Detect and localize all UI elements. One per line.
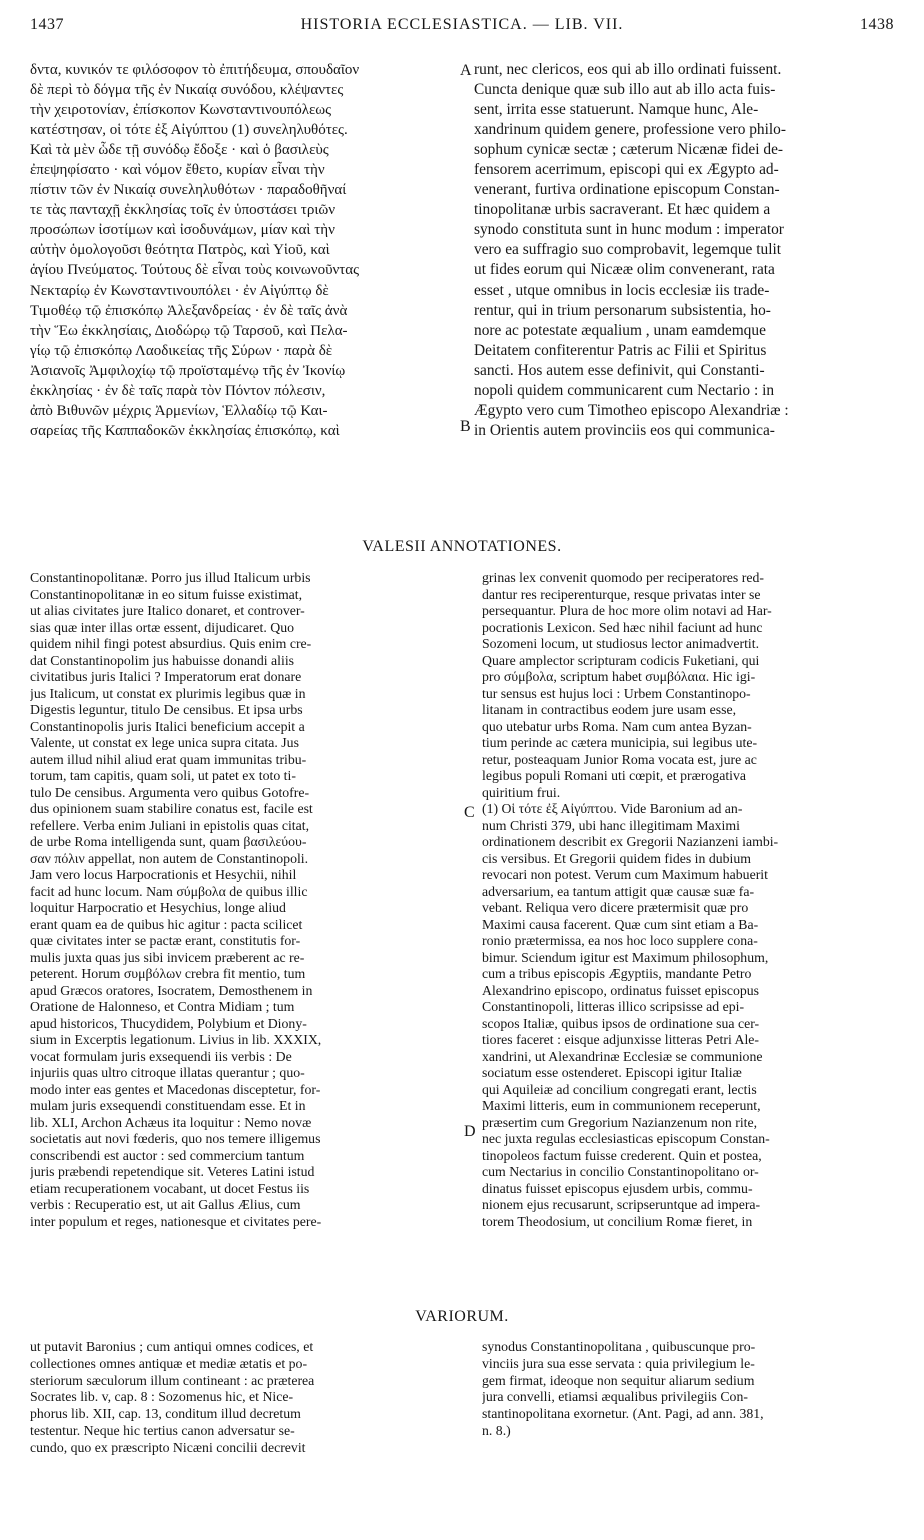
- text-line: civitatibus juris Italici ? Imperatorum erat donare: [30, 669, 302, 684]
- text-line: injuriis quas ultro citroque illatas querantur ; quo-: [30, 1065, 305, 1080]
- text-line: nionem ejus recusarunt, scripseruntque ad impera-: [482, 1197, 761, 1212]
- text-line: vero ea suffragio suo comprobavit, legemque tulit: [474, 241, 782, 259]
- margin-mark-a: A: [460, 62, 472, 79]
- text-line: quiritium frui.: [482, 784, 561, 800]
- text-line: ἐκκλησίας · ἐν δὲ ταῖς παρὰ τὸν Πόντον πόλεσιν,: [30, 382, 326, 399]
- text-line: præsertim cum Gregorium Nazianzenum non rite,: [482, 1114, 758, 1130]
- text-line: tinopoleos factum fuisse crederent. Quin et postea,: [482, 1147, 762, 1163]
- text-line: lib. XLI, Archon Achæus ita loquitur : Nemo novæ: [30, 1114, 312, 1130]
- running-title: HISTORIA ECCLESIASTICA. — LIB. VII.: [300, 16, 624, 33]
- text-line: cis versibus. Et Gregorii quidem fides in dubium: [482, 850, 751, 866]
- text-line: προσώπων ἰσοτίμων καὶ ἰσοδυνάμων, μίαν καὶ τὴν: [30, 222, 335, 239]
- text-line: runt, nec clericos, eos qui ab illo ordinati fuissent.: [474, 61, 782, 78]
- text-line: pro σύμβολα, scriptum habet συμβόλαια. Hic igi-: [482, 669, 756, 684]
- text-line: dantur res reciperenturque, resque privatas inter se: [482, 586, 761, 602]
- text-line: grinas lex convenit quomodo per reciperatores red-: [482, 570, 764, 585]
- variorum-left-column: [30, 1339, 458, 1457]
- text-line: Νεκταρίῳ ἐν Κωνσταντινουπόλει · ἐν Αἰγύπτῳ δὲ: [30, 282, 329, 299]
- text-line: in Orientis autem provinciis eos qui communica-: [474, 421, 775, 439]
- text-line: Ægypto vero cum Timotheo episcopo Alexandriæ :: [474, 401, 789, 419]
- text-line: legibus populi Romani uti cœpit, et prærogativa: [482, 768, 747, 783]
- text-line: Constantinopolis juris Italici beneficium accepit a: [30, 718, 305, 734]
- text-line: vinciis jura sua esse servata : quia privilegium le-: [482, 1355, 755, 1371]
- text-line: ut fides eorum qui Nicææ olim convenerant, rata: [474, 261, 775, 279]
- text-line: ronio prætermissa, ea nos hoc loco supplere cona-: [482, 933, 758, 948]
- running-header: [30, 12, 894, 42]
- text-line: jus Italicum, ut constat ex plurimis legibus quæ in: [30, 685, 306, 701]
- text-line: synodo constituta sunt in hunc modum : imperator: [474, 221, 784, 239]
- text-line: apud Græcos oratores, Isocratem, Demosthenem in: [30, 982, 313, 998]
- text-line: peterent. Horum συμβόλων crebra fit mentio, tum: [30, 966, 306, 981]
- text-line: quæ civitates inter se pactæ erant, constitutis for-: [30, 933, 301, 948]
- text-line: pocrationis Lexicon. Sed hæc nihil faciunt ad hunc: [482, 619, 763, 635]
- text-line: tulo De censibus. Argumenta vero quibus Gotofre-: [30, 784, 310, 800]
- text-line: Ἀσιανοῖς Ἀμφιλοχίῳ τῷ προϊσταμένῳ τῆς ἐν Ἰκονίῳ: [30, 362, 346, 379]
- text-line: esset , utque omnibus in locis ecclesiæ iis trade-: [474, 281, 770, 299]
- text-line: verbis : Recuperatio est, ut ait Gallus Ælius, cum: [30, 1197, 301, 1212]
- text-line: adversarium, ea tantum attigit quæ causæ suæ fa-: [482, 883, 755, 899]
- text-line: modo inter eas gentes et Macedonas disceptetur, for-: [30, 1081, 321, 1097]
- text-line: num Christi 379, ubi hanc illegitimam Maximi: [482, 817, 740, 833]
- text-line: ordinationem describit ex Gregorii Nazianzeni iambi-: [482, 834, 779, 849]
- text-line: ut putavit Baronius ; cum antiqui omnes codices, et: [30, 1339, 314, 1354]
- text-line: sent, irrita esse statuerunt. Namque hunc, Ale-: [474, 101, 759, 119]
- text-line: steriorum sæculorum illum contineant : ac præterea: [30, 1372, 315, 1388]
- text-line: Digestis leguntur, titulo De censibus. Et ipsa urbs: [30, 702, 303, 717]
- text-line: δὲ περὶ τὸ δόγμα τῆς ἐν Νικαίᾳ συνόδου, κλέψαντες: [30, 82, 344, 99]
- text-line: (1) Οἱ τότε ἐξ Αἰγύπτου. Vide Baronium ad an-: [482, 801, 743, 816]
- text-line: vocat formulam juris exsequendi iis verbis : De: [30, 1048, 292, 1064]
- text-line: dat Constantinopolim jus habuisse donandi aliis: [30, 652, 295, 668]
- text-line: revocari non potest. Verum cum Maximum habuerit: [482, 867, 768, 882]
- text-line: sias quæ inter illas ortæ essent, dijudicaret. Quo: [30, 619, 295, 635]
- variorum-section-title: VARIORUM.: [415, 1308, 509, 1325]
- text-line: τὴν χειροτονίαν, ἐπίσκοπον Κωνσταντινουπόλεως: [30, 102, 332, 119]
- text-line: phorus lib. XII, cap. 13, conditum illud decretum: [30, 1406, 301, 1422]
- text-line: etiam recuperationem vocabant, ut docet Festus iis: [30, 1180, 310, 1196]
- text-line: venerant, furtiva ordinatione episcopum Constan-: [474, 181, 780, 199]
- greek-text-column: [30, 60, 458, 441]
- text-line: nec juxta regulas ecclesiasticas episcopum Constan-: [482, 1131, 770, 1146]
- variorum-right-column: [482, 1339, 896, 1440]
- text-line: societatis aut novi fœderis, quo nos temere illigemus: [30, 1131, 321, 1146]
- text-line: tur sensus est hujus loci : Urbem Constantinopo-: [482, 685, 751, 701]
- text-line: mulam juris exsequendi constituendam esse. Et in: [30, 1098, 306, 1113]
- text-line: Maximi litteris, eum in communionem receperunt,: [482, 1098, 761, 1113]
- margin-mark-c: C: [464, 804, 475, 821]
- text-line: πίστιν τῶν ἐν Νικαίᾳ συνεληλυθότων · παραδοθῆναί: [30, 182, 347, 199]
- text-line: conscribendi est auctor : sed commercium tantum: [30, 1147, 305, 1163]
- text-line: Valente, ut constat ex lege unica supra citata. Jus: [30, 735, 299, 750]
- text-line: ἐπεψηφίσατο · καὶ νόμον ἔθετο, κυρίαν εἶναι τὴν: [30, 162, 325, 179]
- text-line: mulis juxta quas jus sibi invicem præberent ac re-: [30, 949, 305, 965]
- text-line: loquitur Harpocratio et Hesychius, longe aliud: [30, 900, 286, 915]
- text-line: synodus Constantinopolitana , quibuscunque pro-: [482, 1339, 756, 1354]
- text-line: bimur. Sciendum igitur est Maximum philosophum,: [482, 949, 769, 965]
- text-line: collectiones omnes antiquæ et mediæ ætatis et po-: [30, 1355, 308, 1371]
- text-line: Oratione de Halonneso, et Contra Midiam ; tum: [30, 999, 295, 1014]
- text-line: juris præbendi repetendique sit. Veteres Latini istud: [30, 1164, 315, 1179]
- text-line: κατέστησαν, οἱ τότε ἐξ Αἰγύπτου (1) συνεληλυθότες.: [30, 122, 348, 139]
- text-line: gem firmat, ideoque non sequitur aliarum sedium: [482, 1372, 755, 1388]
- text-line: Alexandrino episcopo, ordinatus fuisset episcopus: [482, 982, 760, 998]
- text-line: cum a tribus episcopis Ægyptiis, mandante Petro: [482, 966, 752, 981]
- text-line: sophum cynicæ sectæ ; cæterum Nicænæ fidei de-: [474, 141, 784, 159]
- text-line: Καὶ τὰ μὲν ὧδε τῇ συνόδῳ ἔδοξε · καὶ ὁ βασιλεὺς: [30, 142, 329, 159]
- text-line: jura convelli, etiamsi æqualibus privilegiis Con-: [482, 1389, 748, 1405]
- text-line: ἁγίου Πνεύματος. Τούτους δὲ εἶναι τοὺς κοινωνοῦντας: [30, 262, 360, 279]
- valesii-section-title: VALESII ANNOTATIONES.: [362, 538, 562, 555]
- text-line: sociatum esse ostenderet. Episcopi igitur Italiæ: [482, 1065, 742, 1080]
- text-line: rentur, qui in trium personarum subsistentia, ho-: [474, 301, 771, 319]
- text-line: scopos Italiæ, quibus ipsos de ordinatione sua cer-: [482, 1015, 760, 1031]
- text-line: retur, posteaquam Junior Roma vocata est, jure ac: [482, 751, 757, 767]
- text-line: torem Theodosium, ut concilium Romæ fieret, in: [482, 1213, 753, 1229]
- text-line: ἀπὸ Βιθυνῶν μέχρις Ἀρμενίων, Ἑλλαδίῳ τῷ Και-: [30, 402, 328, 419]
- text-line: γίῳ τῷ ἐπισκόπῳ Λαοδικείας τῆς Σύρων · παρὰ δὲ: [30, 342, 333, 359]
- text-line: Jam vero locus Harpocrationis et Hesychii, nihil: [30, 867, 297, 882]
- text-line: refellere. Verba enim Juliani in epistolis quas citat,: [30, 817, 310, 833]
- text-line: τὴν Ἕω ἐκκλησίαις, Διοδώρῳ τῷ Ταρσοῦ, καὶ Πελα-: [30, 322, 348, 339]
- text-line: n. 8.): [482, 1422, 511, 1438]
- text-line: persequantur. Plura de hoc more olim notavi ad Har-: [482, 603, 772, 618]
- text-line: αὐτὴν ὁμολογοῦσι θεότητα Πατρὸς, καὶ Υἱοῦ, καὶ: [30, 242, 330, 259]
- text-line: autem illud nihil aliud erat quam immunitas tribu-: [30, 751, 307, 767]
- text-line: Maximi causa facerent. Quæ cum sint etiam a Ba-: [482, 916, 759, 932]
- text-line: dinatus fuisset episcopus ejusdem urbis, commu-: [482, 1180, 753, 1196]
- text-line: cum Nectarius in concilio Constantinopolitano or-: [482, 1164, 759, 1179]
- text-line: xandrini, ut Alexandrinæ Ecclesiæ se communione: [482, 1048, 763, 1064]
- text-line: dus opinionem suam stabilire conatus est, facile est: [30, 801, 313, 816]
- text-line: torum, tam capitis, quam soli, ut patet ex toto ti-: [30, 768, 296, 783]
- page-number-right: 1438: [860, 16, 894, 33]
- text-line: Quare amplector scripturam codicis Fuketiani, qui: [482, 652, 760, 668]
- text-line: litanam in contractibus eodem jure usam esse,: [482, 702, 737, 717]
- text-line: σαν πόλιν appellat, non autem de Constantinopoli.: [30, 850, 309, 866]
- latin-translation-column: [474, 60, 896, 441]
- text-line: apud historicos, Thucydidem, Polybium et Diony-: [30, 1015, 307, 1031]
- text-line: Constantinopolitanæ. Porro jus illud Italicum urbis: [30, 570, 311, 585]
- text-line: τε τὰς πανταχῇ ἐκκλησίας τοῖς ἐν ὑποστάσει τριῶν: [30, 202, 336, 219]
- text-line: δντα, κυνικόν τε φιλόσοφον τὸ ἐπιτήδευμα, σπουδαῖον: [30, 62, 360, 78]
- valesii-notes-left-column: [30, 570, 458, 1230]
- text-line: quidem nihil fingi potest absurdius. Quis enim cre-: [30, 636, 312, 651]
- text-line: Τιμοθέῳ τῷ ἐπισκόπῳ Ἀλεξανδρείας · ἐν δὲ ταῖς ἀνὰ: [30, 302, 348, 319]
- text-line: nopoli quidem communicarent cum Nectario : in: [474, 381, 775, 399]
- text-line: quo utebatur urbs Roma. Nam cum antea Byzan-: [482, 718, 752, 734]
- text-line: inter populum et reges, nationesque et civitates pere-: [30, 1213, 322, 1229]
- margin-mark-d: D: [464, 1123, 476, 1140]
- text-line: tiores faceret : eisque adjunxisse litteras Petri Ale-: [482, 1032, 759, 1047]
- text-line: Constantinopoli, litteras illico scripsisse ad epi-: [482, 999, 745, 1014]
- text-line: Constantinopolitanæ in eo situm fuisse existimat,: [30, 586, 303, 602]
- text-line: de urbe Roma intelligenda sunt, quam βασιλεύου-: [30, 834, 307, 849]
- text-line: Deitatem confiterentur Patris ac Filii et Spiritus: [474, 341, 767, 359]
- text-line: vebant. Reliqua vero dicere prætermisit quæ pro: [482, 900, 749, 915]
- text-line: sancti. Hos autem esse definivit, qui Constanti-: [474, 361, 765, 379]
- text-line: erant quam ea de quibus hic agitur : pacta scilicet: [30, 916, 303, 932]
- text-line: cundo, quo ex præscripto Nicæni concilii decrevit: [30, 1439, 306, 1455]
- text-line: xandrinum quidem genere, professione vero philo-: [474, 121, 786, 139]
- text-line: Cuncta denique quæ sub illo aut ab illo acta fuis-: [474, 81, 776, 99]
- valesii-notes-right-column: [482, 570, 896, 1230]
- text-line: Socrates lib. v, cap. 8 : Sozomenus hic, et Nice-: [30, 1389, 294, 1405]
- text-line: stantinopolitana exornetur. (Ant. Pagi, ad ann. 381,: [482, 1406, 764, 1422]
- margin-mark-b: B: [460, 418, 471, 435]
- text-line: Sozomeni locum, ut studiosus lector animadvertit.: [482, 636, 760, 651]
- page-number-left: 1437: [30, 16, 64, 33]
- text-line: ut alias civitates jure Italico donaret, et controver-: [30, 603, 305, 618]
- text-line: tinopolitanæ urbis sacraverant. Et hæc quidem a: [474, 201, 771, 219]
- text-line: fensorem acerrimum, episcopi qui ex Ægypto ad-: [474, 161, 779, 179]
- text-line: facit ad hunc locum. Nam σύμβολα de quibus illic: [30, 883, 308, 899]
- text-line: σαρείας τῆς Καππαδοκῶν ἐκκλησίας ἐπισκόπῳ, καὶ: [30, 422, 340, 439]
- text-line: nore ac potestate æqualium , unam eamdemque: [474, 321, 766, 339]
- text-line: qui Aquileiæ ad concilium congregati erant, lectis: [482, 1081, 757, 1097]
- text-line: tium perinde ac cætera municipia, sui legibus ute-: [482, 735, 758, 750]
- text-line: sium in Excerptis legationum. Livius in lib. XXXIX,: [30, 1032, 322, 1047]
- text-line: testentur. Neque hic tertius canon adversatur se-: [30, 1422, 295, 1438]
